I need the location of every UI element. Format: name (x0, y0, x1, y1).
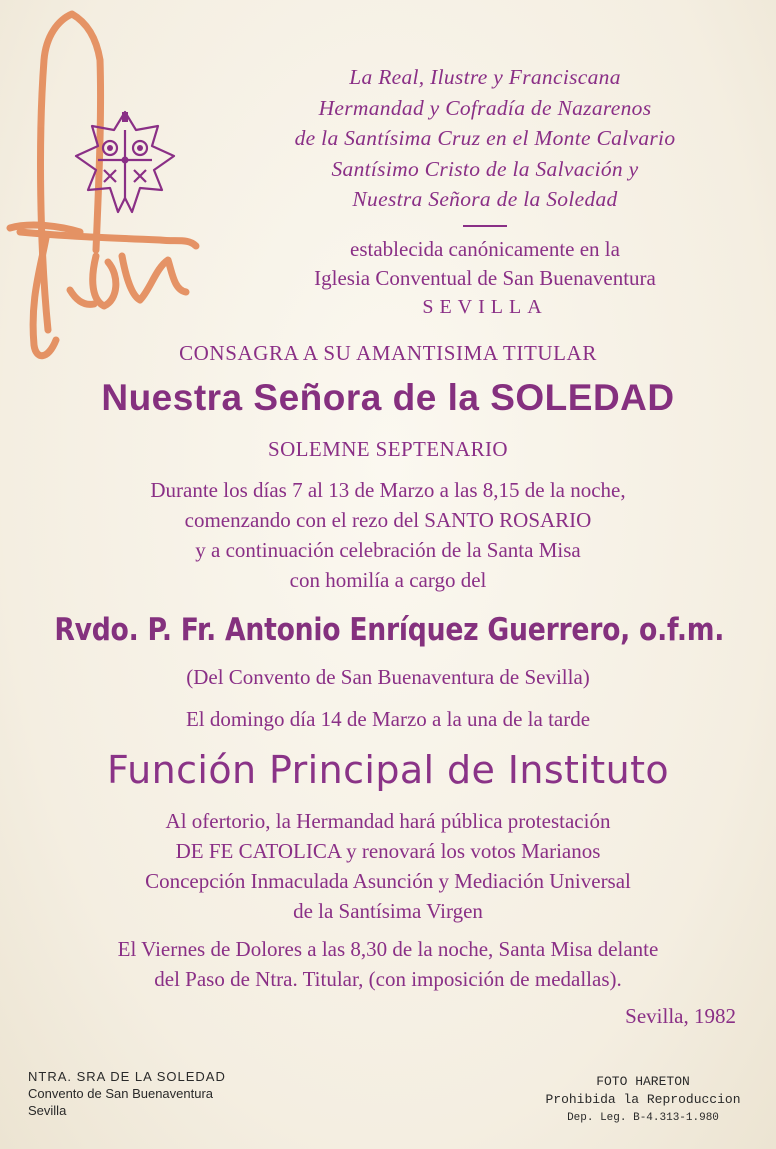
header-line-5: Nuestra Señora de la Soledad (352, 187, 618, 211)
legal-deposit: Dep. Leg. B-4.313-1.980 (567, 1112, 719, 1124)
header-line-3: de la Santísima Cruz en el Monte Calvario (294, 126, 676, 150)
brotherhood-header (230, 62, 740, 322)
titular-title: Nuestra Señora de la SOLEDAD (101, 377, 675, 418)
ofertorio-line-3: Concepción Inmaculada Asunción y Mediación Universal (145, 869, 631, 893)
footer-right (528, 1073, 758, 1127)
consagra-line: CONSAGRA A SU AMANTISIMA TITULAR (179, 341, 597, 365)
footer-left-line-3: Sevilla (28, 1103, 67, 1118)
septenario-text-1: Durante los días 7 al 13 de Marzo a las 8,15 de la noche, (150, 478, 626, 502)
septenario-text-4: con homilía a cargo del (289, 568, 487, 592)
header-divider (463, 225, 507, 227)
footer-left-line-2: Convento de San Buenaventura (28, 1086, 214, 1101)
septenario-text-2: comenzando con el rezo del SANTO ROSARIO (184, 508, 592, 532)
footer-left (28, 1068, 226, 1119)
viernes-line-2: del Paso de Ntra. Titular, (con imposición de medallas). (154, 967, 622, 991)
franciscan-cross-emblem-icon (70, 108, 180, 220)
ofertorio-line-1: Al ofertorio, la Hermandad hará pública protestación (165, 809, 611, 833)
domingo-line: El domingo día 14 de Marzo a la una de la tarde (185, 707, 591, 731)
reproduction-notice: Prohibida la Reproduccion (545, 1092, 741, 1107)
funcion-title: Función Principal de Instituto (106, 748, 670, 792)
footer-left-line-1: NTRA. SRA DE LA SOLEDAD (28, 1069, 226, 1084)
city-name: SEVILLA (422, 295, 548, 318)
septenario-text-3: y a continuación celebración de la Santa Misa (195, 538, 581, 562)
establecida-line-1: establecida canónicamente en la (350, 236, 620, 261)
viernes-line-1: El Viernes de Dolores a las 8,30 de la noche, Santa Misa delante (117, 937, 659, 961)
place-date: Sevilla, 1982 (625, 1004, 736, 1028)
photographer-credit: FOTO HARETON (596, 1074, 690, 1089)
ofertorio-line-4: de la Santísima Virgen (293, 899, 483, 923)
header-line-1: La Real, Ilustre y Franciscana (349, 65, 621, 89)
header-line-4: Santísimo Cristo de la Salvación y (331, 156, 639, 181)
convento-line: (Del Convento de San Buenaventura de Sevilla) (186, 665, 590, 689)
predicador-name: Rvdo. P. Fr. Antonio Enríquez Guerrero, o.f.m. (54, 612, 725, 648)
ofertorio-line-2: DE FE CATOLICA y renovará los votos Marianos (175, 839, 601, 863)
establecida-line-2: Iglesia Conventual de San Buenaventura (314, 265, 656, 290)
header-line-2: Hermandad y Cofradía de Nazarenos (318, 95, 652, 120)
septenario-heading: SOLEMNE SEPTENARIO (268, 437, 508, 461)
